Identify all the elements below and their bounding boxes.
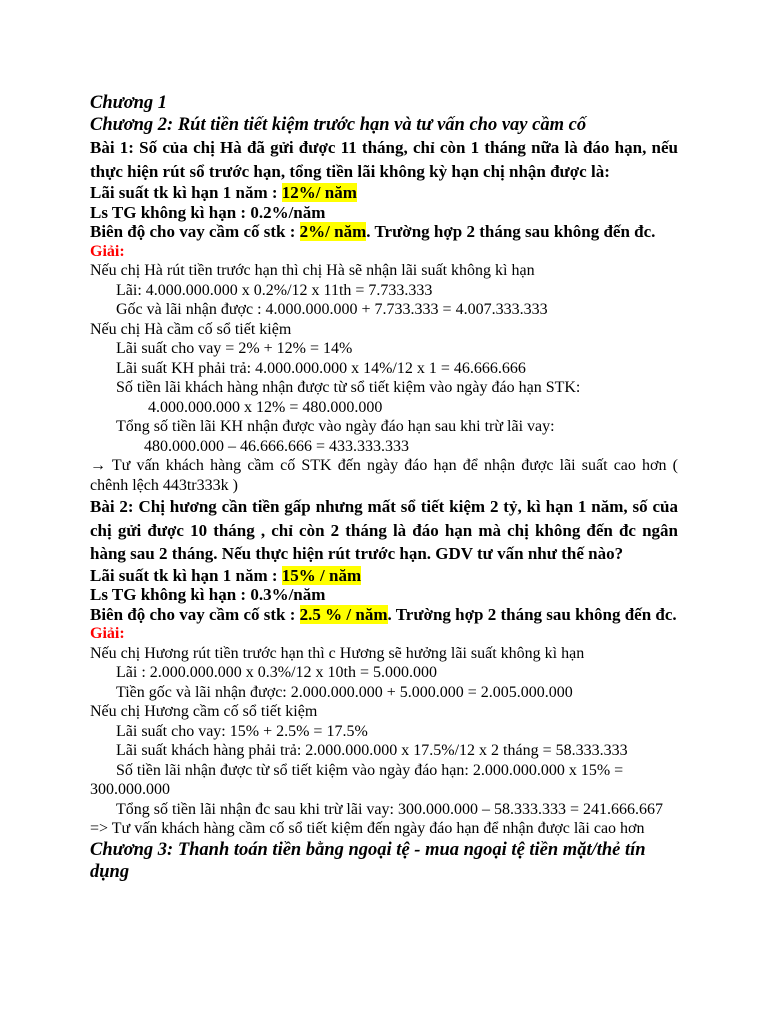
bai1-line-6: Lãi suất KH phải trả: 4.000.000.000 x 14%/12 x 1 = 46.666.666 xyxy=(116,359,526,377)
chapter-2-heading: Chương 2: Rút tiền tiết kiệm trước hạn và tư vấn cho vay cầm cố xyxy=(90,115,587,135)
bai1-rate-label: Lãi suất tk kì hạn 1 năm : xyxy=(90,183,282,202)
chapter-3-heading: Chương 3: Thanh toán tiền bằng ngoại tệ - mua ngoại tệ tiền mặt/thẻ tín dụng xyxy=(90,839,646,882)
bai2-line-8: Tổng số tiền lãi nhận đc sau khi trừ lãi vay: 300.000.000 – 58.333.333 = 241.666.667 xyxy=(116,800,663,818)
bai1-bien-do xyxy=(90,222,678,242)
bai1-line-5: Lãi suất cho vay = 2% + 12% = 14% xyxy=(116,340,353,357)
bai2-giai-label: Giải: xyxy=(90,625,125,642)
bai1-bien-do-value: 2%/ năm xyxy=(299,222,367,241)
bai2-line-4: Nếu chị Hương cầm cố sổ tiết kiệm xyxy=(90,703,318,720)
bai1-line-4: Nếu chị Hà cầm cố sổ tiết kiệm xyxy=(90,320,292,338)
bai2-bien-do-value: 2.5 % / năm xyxy=(299,604,388,624)
document-page xyxy=(90,92,678,883)
bai2-line-7a: Số tiền lãi nhận được từ sổ tiết kiệm vào ngày đáo hạn: 2.000.000.000 x 15% = xyxy=(116,761,624,779)
bai2-bien-do-label: Biên độ cho vay cầm cố stk : xyxy=(90,604,300,624)
bai2-bien-do-rest: . Trường hợp 2 tháng sau không đến đc. xyxy=(387,604,677,624)
arrow-right-icon: → xyxy=(90,457,106,474)
bai1-line-7: Số tiền lãi khách hàng nhận được từ sổ tiết kiệm vào ngày đáo hạn STK: xyxy=(116,379,581,396)
bai2-advice: => Tư vấn khách hàng cầm cố sổ tiết kiệm đến ngày đáo hạn để nhận được lãi cao hơn xyxy=(90,820,645,837)
bai1-giai-label: Giải: xyxy=(90,242,125,260)
bai1-line-8: 4.000.000.000 x 12% = 480.000.000 xyxy=(148,398,383,416)
bai1-line-2: Lãi: 4.000.000.000 x 0.2%/12 x 11th = 7.733.333 xyxy=(116,281,433,299)
bai1-bien-do-label: Biên độ cho vay cầm cố stk : xyxy=(90,222,300,241)
bai1-title: Bài 1: Số của chị Hà đã gửi được 11 tháng, chỉ còn 1 tháng nữa là đáo hạn, nếu thực hiện rút sổ trước hạn, tổng tiền lãi không kỳ hạn chị nhận được là: xyxy=(90,138,678,181)
chapter-1-heading: Chương 1 xyxy=(90,93,168,113)
bai2-title: Bài 2: Chị hương cần tiền gấp nhưng mất sổ tiết kiệm 2 tỷ, kì hạn 1 năm, số của chị gửi được 10 tháng , chỉ còn 2 tháng là đáo hạn mà chị không đến đc ngân hàng sau 2 tháng. Nếu thực hiện rút trước hạn. GDV tư vấn như thế nào? xyxy=(90,497,678,563)
bai1-bien-do-rest: . Trường hợp 2 tháng sau không đến đc. xyxy=(366,222,656,241)
bai1-advice-text: Tư vấn khách hàng cầm cố STK đến ngày đáo hạn để nhận được lãi suất cao hơn ( chênh lệch 443tr333k ) xyxy=(90,457,678,494)
bai1-line-9: Tổng số tiền lãi KH nhận được vào ngày đáo hạn sau khi trừ lãi vay: xyxy=(116,418,555,435)
bai2-line-7b: 300.000.000 xyxy=(90,781,170,798)
bai2-rate xyxy=(90,566,678,586)
bai2-line-1: Nếu chị Hương rút tiền trước hạn thì c Hương sẽ hưởng lãi suất không kì hạn xyxy=(90,644,585,662)
bai2-bien-do xyxy=(90,605,678,625)
bai1-advice xyxy=(90,456,678,495)
bai2-line-2: Lãi : 2.000.000.000 x 0.3%/12 x 10th = 5.000.000 xyxy=(116,664,438,681)
bai1-line-10: 480.000.000 – 46.666.666 = 433.333.333 xyxy=(144,437,410,455)
bai2-ls-tg: Ls TG không kì hạn : 0.3%/năm xyxy=(90,585,326,604)
bai1-rate xyxy=(90,183,678,203)
bai2-line-3: Tiền gốc và lãi nhận được: 2.000.000.000 + 5.000.000 = 2.005.000.000 xyxy=(116,683,573,701)
bai1-ls-tg: Ls TG không kì hạn : 0.2%/năm xyxy=(90,202,326,222)
bai2-line-5: Lãi suất cho vay: 15% + 2.5% = 17.5% xyxy=(116,722,368,740)
bai1-rate-value: 12%/ năm xyxy=(281,183,357,202)
bai2-rate-value: 15% / năm xyxy=(281,565,362,585)
bai2-line-6: Lãi suất khách hàng phải trả: 2.000.000.000 x 17.5%/12 x 2 tháng = 58.333.333 xyxy=(116,742,628,759)
bai2-rate-label: Lãi suất tk kì hạn 1 năm : xyxy=(90,565,282,585)
bai1-line-3: Gốc và lãi nhận được : 4.000.000.000 + 7.733.333 = 4.007.333.333 xyxy=(116,301,548,318)
bai1-line-1: Nếu chị Hà rút tiền trước hạn thì chị Hà sẽ nhận lãi suất không kì hạn xyxy=(90,262,535,279)
